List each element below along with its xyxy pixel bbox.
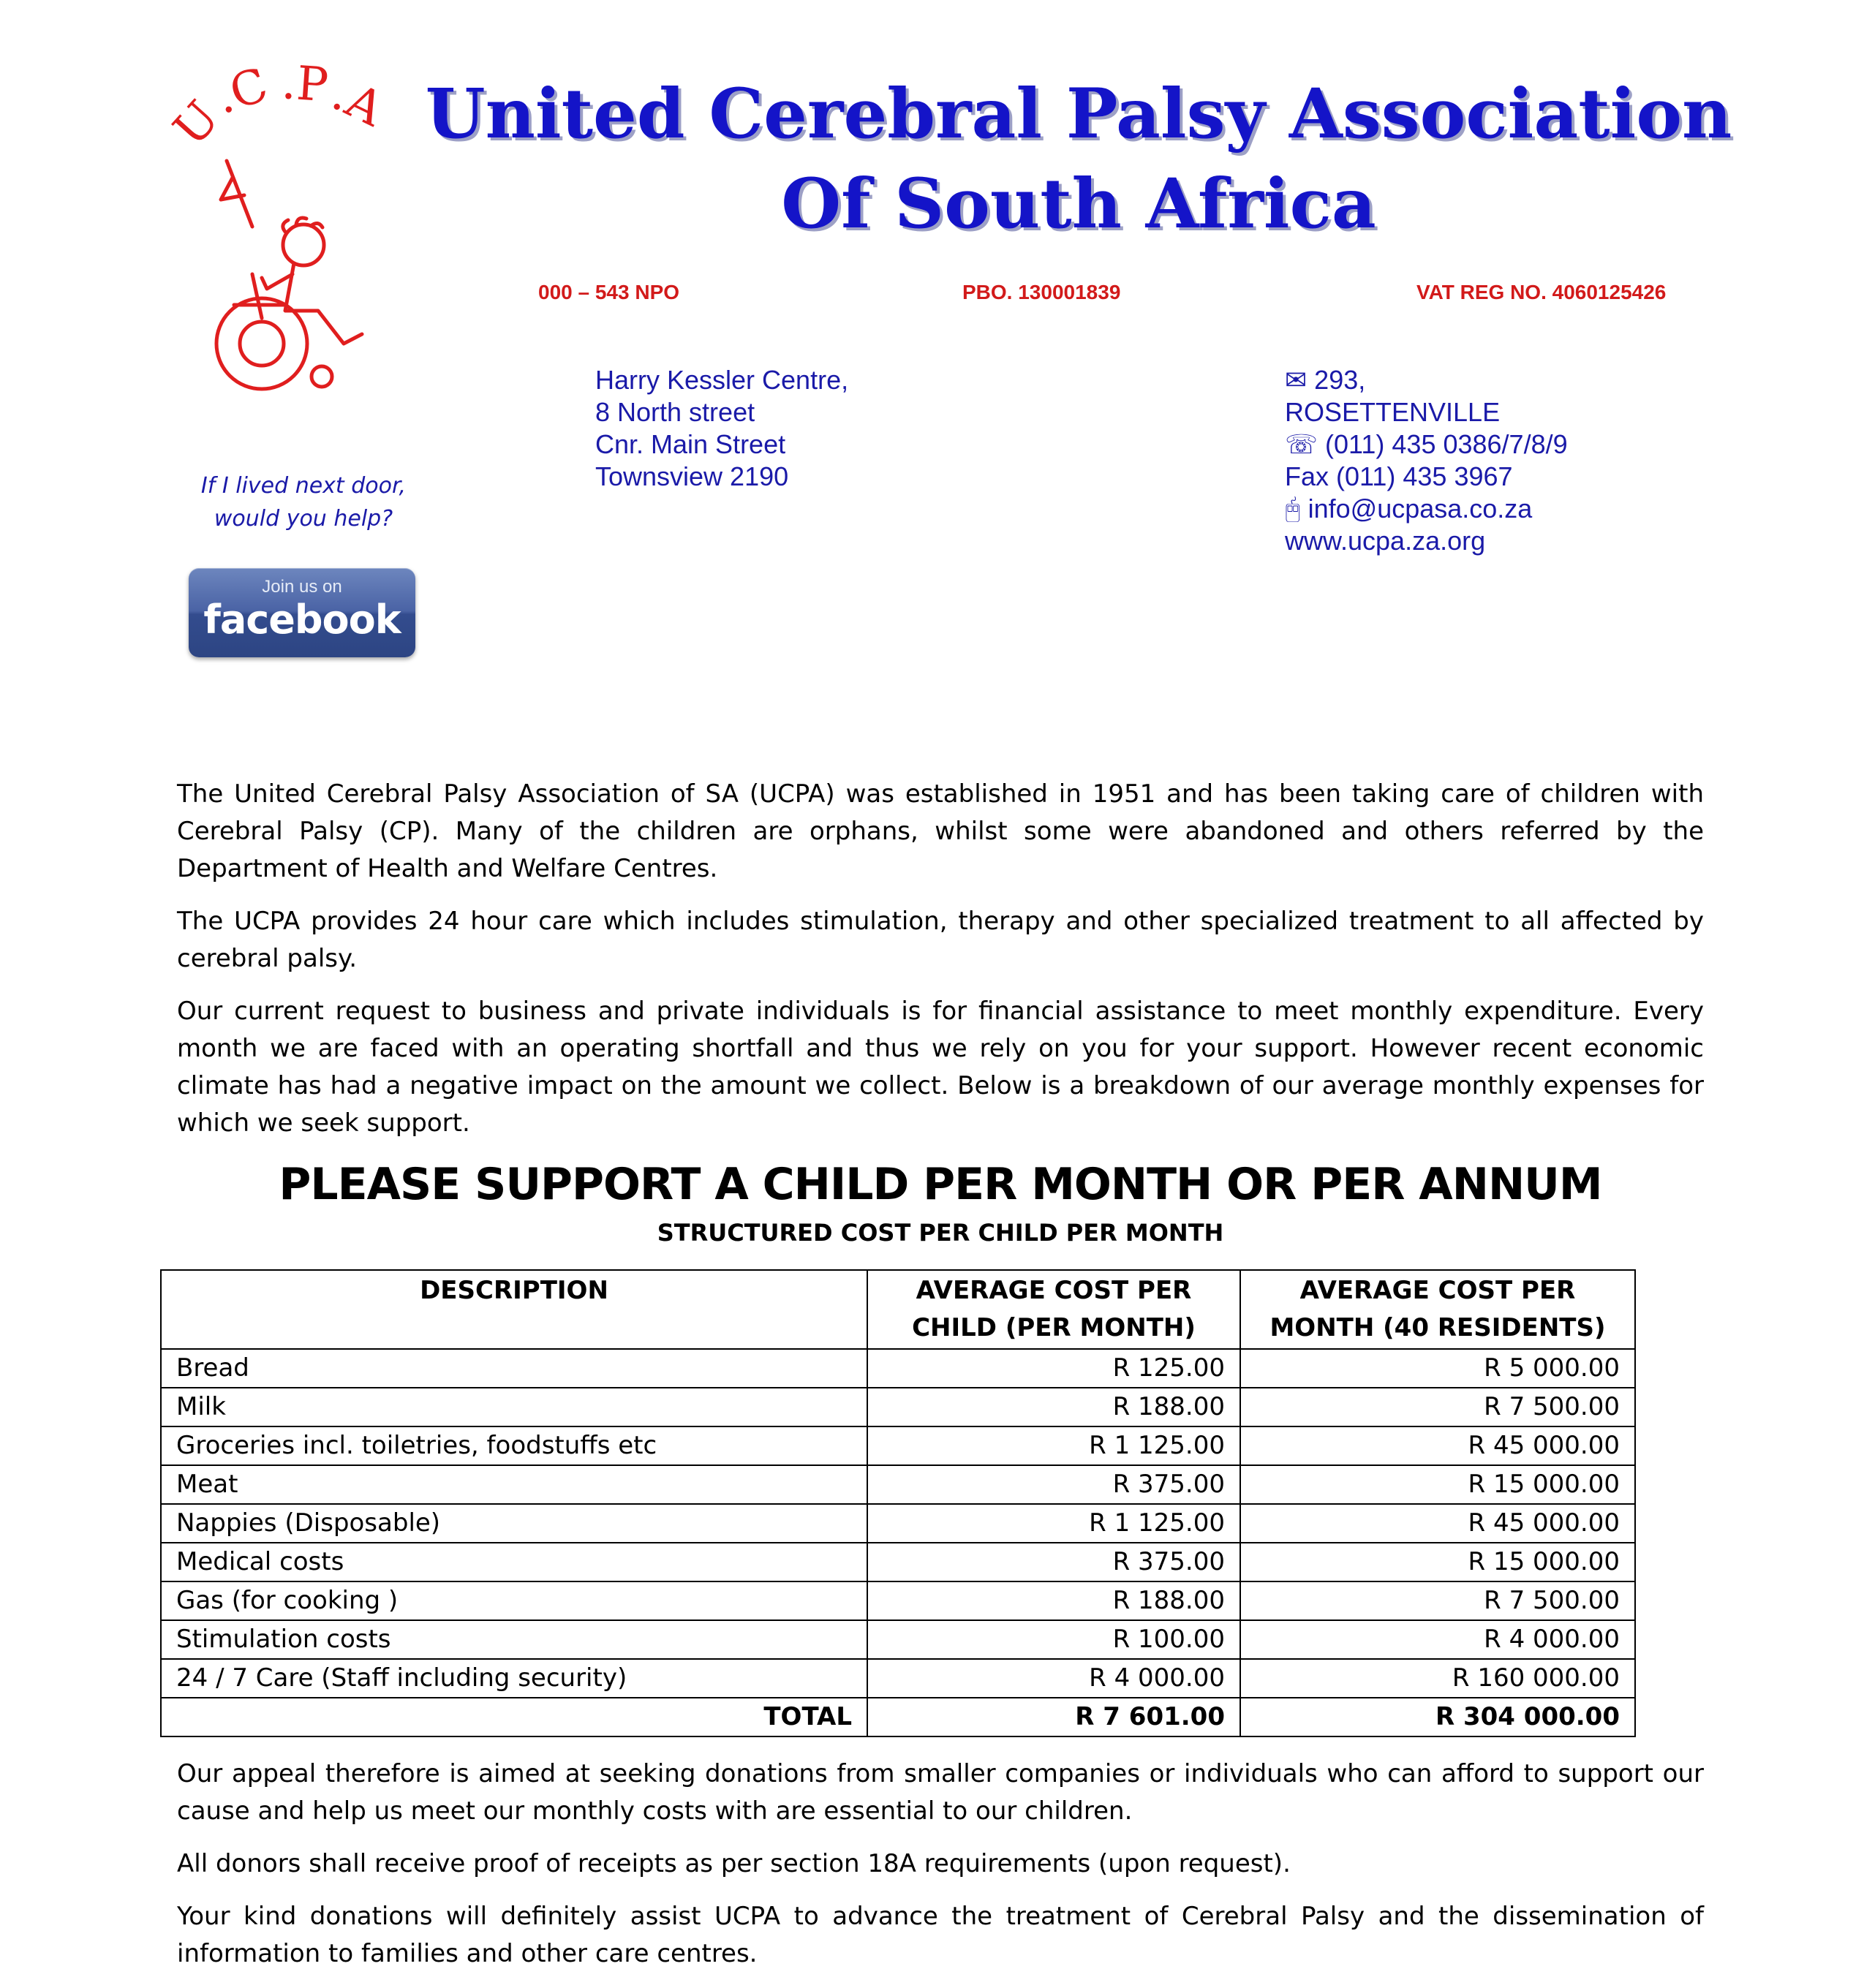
intro-text (177, 776, 1704, 1157)
cell-per-child: R 100.00 (867, 1620, 1240, 1659)
suburb: ROSETTENVILLE (1285, 397, 1501, 427)
cell-description: Nappies (Disposable) (161, 1504, 867, 1543)
logo-lettering-source: U.C.P.A (176, 69, 178, 70)
cell-per-month: R 15 000.00 (1240, 1465, 1635, 1504)
vat-number: VAT REG NO. 4060125426 (1416, 281, 1667, 303)
cell-per-month: R 15 000.00 (1240, 1543, 1635, 1581)
table-total-row (161, 1698, 1635, 1736)
support-headline: PLEASE SUPPORT A CHILD PER MONTH OR PER ANNUM (279, 1159, 1602, 1210)
total-label: TOTAL (161, 1698, 867, 1736)
total-per-month: R 304 000.00 (1240, 1698, 1635, 1736)
cost-table (160, 1269, 1636, 1737)
cell-description: Bread (161, 1349, 867, 1388)
org-name-line-1: United Cerebral Palsy Association (425, 74, 1732, 154)
cell-per-month: R 4 000.00 (1240, 1620, 1635, 1659)
npo-number: 000 – 543 NPO (538, 281, 680, 303)
closing-paragraph: All donors shall receive proof of receipts as per section 18A requirements (upon request). (177, 1849, 1291, 1878)
cell-description: Gas (for cooking ) (161, 1581, 867, 1620)
phone-number: (011) 435 0386/7/8/9 (1325, 429, 1568, 459)
total-per-child: R 7 601.00 (867, 1698, 1240, 1736)
cell-per-month: R 45 000.00 (1240, 1426, 1635, 1465)
closing-text (177, 1755, 1704, 1988)
intro-paragraph: Our current request to business and private individuals is for financial assistance to meet monthly expenditure. Every month we are faced with an operating shortfall and thus we rely on you for your support. However recent economic climate has had a negative impact on the amount we collect. Below is a breakdown of our average monthly expenses for which we seek support. (177, 997, 1704, 1138)
cell-per-month: R 160 000.00 (1240, 1659, 1635, 1698)
cell-per-child: R 375.00 (867, 1543, 1240, 1581)
table-caption: STRUCTURED COST PER CHILD PER MONTH (657, 1219, 1224, 1247)
column-header-description: DESCRIPTION (161, 1270, 867, 1349)
svg-text:.P: .P (279, 56, 331, 113)
website-link[interactable]: www.ucpa.za.org (1285, 526, 1486, 556)
cell-description: Groceries incl. toiletries, foodstuffs etc (161, 1426, 867, 1465)
facebook-join-label: Join us on (262, 577, 342, 597)
intro-paragraph: The United Cerebral Palsy Association of SA (UCPA) was established in 1951 and has been taking care of children with Cerebral Palsy (CP). Many of the children are orphans, whilst some were abandoned and others referred by the Department of Health and Welfare Centres. (177, 779, 1704, 883)
cell-per-month: R 45 000.00 (1240, 1504, 1635, 1543)
column-header-per-child: AVERAGE COST PER CHILD (PER MONTH) (867, 1270, 1240, 1349)
table-row (161, 1620, 1635, 1659)
pbo-number: PBO. 130001839 (962, 281, 1121, 303)
svg-text:.C: .C (209, 58, 275, 126)
cell-per-month: R 7 500.00 (1240, 1581, 1635, 1620)
closing-paragraph: Your kind donations will definitely assist UCPA to advance the treatment of Cerebral Palsy and the dissemination of information to families and other care centres. (177, 1902, 1704, 1968)
table-row (161, 1465, 1635, 1504)
contact-details (1285, 364, 1568, 557)
facebook-wordmark: facebook (203, 597, 401, 643)
table-row (161, 1388, 1635, 1426)
table-row (161, 1659, 1635, 1698)
cell-description: 24 / 7 Care (Staff including security) (161, 1659, 867, 1698)
table-row (161, 1504, 1635, 1543)
telephone-icon: ☏ (1285, 429, 1326, 459)
intro-paragraph: The UCPA provides 24 hour care which includes stimulation, therapy and other specialized treatment to all affected by cerebral palsy. (177, 907, 1704, 973)
mouse-icon: 🖰 (1285, 494, 1308, 524)
fax-number: Fax (011) 435 3967 (1285, 461, 1513, 491)
cell-description: Meat (161, 1465, 867, 1504)
street-address (595, 364, 848, 493)
cell-per-child: R 188.00 (867, 1388, 1240, 1426)
column-header-per-month: AVERAGE COST PER MONTH (40 RESIDENTS) (1240, 1270, 1635, 1349)
svg-text:.A: .A (324, 67, 392, 137)
cell-description: Stimulation costs (161, 1620, 867, 1659)
envelope-icon: ✉ (1285, 365, 1315, 395)
cell-per-child: R 375.00 (867, 1465, 1240, 1504)
address-line: Cnr. Main Street (595, 429, 786, 459)
closing-paragraph: Our appeal therefore is aimed at seeking donations from smaller companies or individuals who can afford to support our cause and help us meet our monthly costs with are essential to our children. (177, 1759, 1704, 1826)
table-row (161, 1543, 1635, 1581)
tagline-line-1: If I lived next door, (200, 473, 407, 499)
tagline-line-2: would you help? (214, 506, 393, 532)
address-line: Townsview 2190 (595, 461, 789, 491)
table-row (161, 1581, 1635, 1620)
cell-per-child: R 1 125.00 (867, 1504, 1240, 1543)
address-line: 8 North street (595, 397, 755, 427)
cell-description: Medical costs (161, 1543, 867, 1581)
cell-per-month: R 5 000.00 (1240, 1349, 1635, 1388)
cell-per-child: R 125.00 (867, 1349, 1240, 1388)
org-name-line-2: Of South Africa (781, 164, 1376, 244)
tagline (168, 469, 439, 535)
facebook-join-button[interactable] (189, 568, 415, 657)
email-link[interactable]: info@ucpasa.co.za (1308, 494, 1533, 524)
po-box: 293, (1314, 365, 1366, 395)
address-line: Harry Kessler Centre, (595, 365, 849, 395)
cell-per-month: R 7 500.00 (1240, 1388, 1635, 1426)
svg-text:U: U (163, 91, 230, 157)
table-header-row (161, 1270, 1635, 1349)
ucpa-logo (163, 56, 424, 413)
cell-per-child: R 188.00 (867, 1581, 1240, 1620)
cell-description: Milk (161, 1388, 867, 1426)
cell-per-child: R 1 125.00 (867, 1426, 1240, 1465)
organisation-title (410, 69, 1748, 249)
table-row (161, 1349, 1635, 1388)
cell-per-child: R 4 000.00 (867, 1659, 1240, 1698)
table-row (161, 1426, 1635, 1465)
